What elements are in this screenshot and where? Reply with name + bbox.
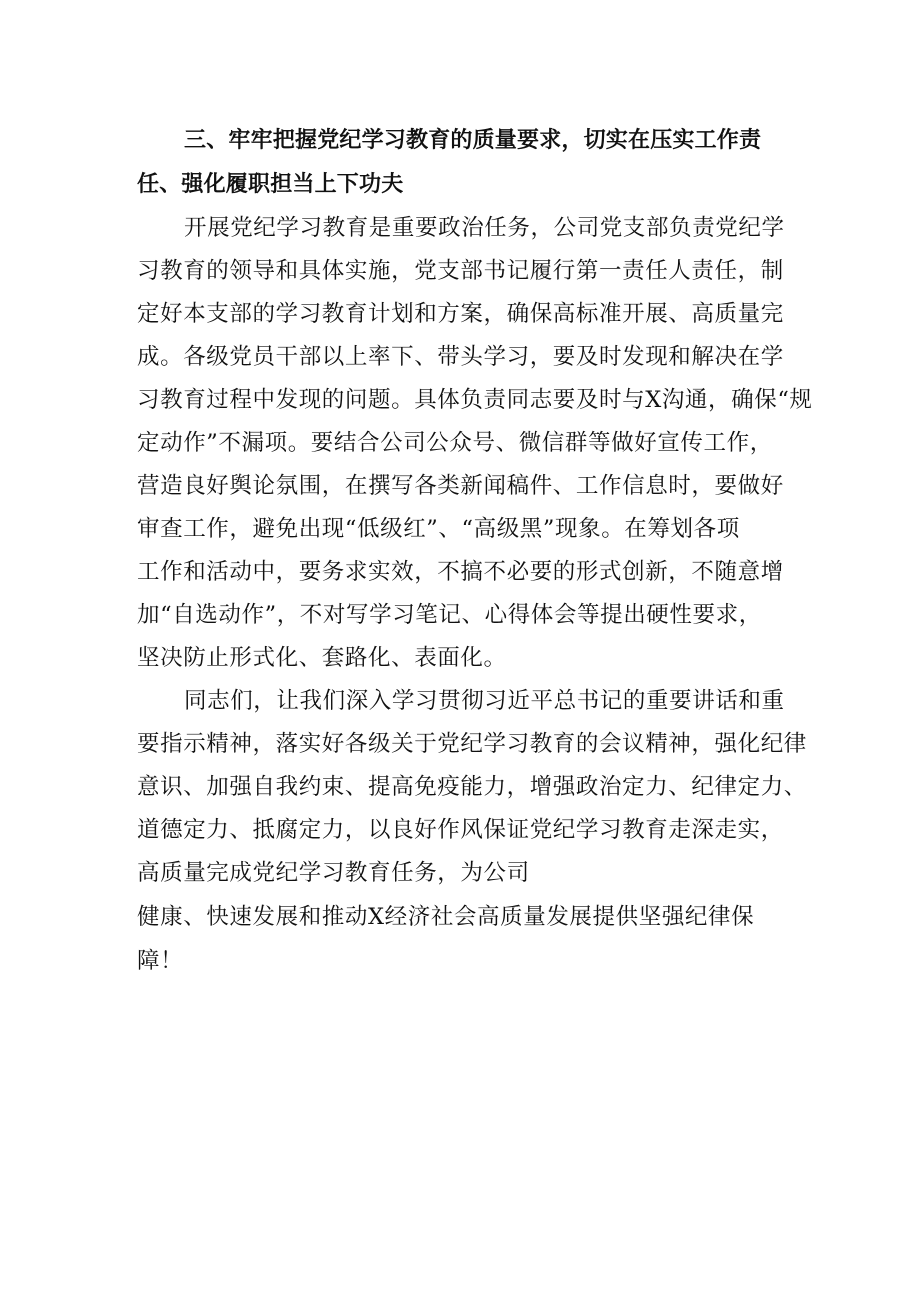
paragraph2-line-7: 障！	[137, 948, 184, 974]
paragraph2-line-2: 要指示精神，落实好各级关于党纪学习教育的会议精神，强化纪律	[137, 731, 807, 757]
paragraph1-line-1: 开展党纪学习教育是重要政治任务，公司党支部负责党纪学	[184, 215, 785, 241]
paragraph1-line-9: 工作和活动中，要务求实效，不搞不必要的形式创新，不随意增	[137, 559, 784, 585]
section-heading-line-1: 三、牢牢把握党纪学习教育的质量要求，切实在压实工作责	[184, 128, 762, 153]
paragraph1-line-6: 定动作”不漏项。要结合公司公众号、微信群等做好宣传工作，	[137, 430, 773, 456]
paragraph1-line-2: 习教育的领导和具体实施，党支部书记履行第一责任人责任，制	[137, 258, 784, 284]
paragraph1-line-8: 审查工作，避免出现“低级红”、“高级黑”现象。在筹划各项	[137, 516, 740, 542]
paragraph1-line-3: 定好本支部的学习教育计划和方案，确保高标准开展、高质量完	[137, 301, 784, 327]
section-heading-line-2: 任、强化履职担当上下功夫	[137, 172, 404, 197]
paragraph2-line-1: 同志们，让我们深入学习贯彻习近平总书记的重要讲话和重	[184, 688, 785, 714]
paragraph2-line-6: 健康、快速发展和推动X经济社会高质量发展提供坚强纪律保	[137, 904, 755, 930]
paragraph2-line-3: 意识、加强自我约束、提高免疫能力，增强政治定力、纪律定力、	[137, 774, 807, 800]
paragraph1-line-7: 营造良好舆论氛围，在撰写各类新闻稿件、工作信息时，要做好	[137, 473, 784, 499]
paragraph1-line-5: 习教育过程中发现的问题。具体负责同志要及时与X沟通，确保“规	[137, 387, 813, 413]
paragraph1-line-4: 成。各级党员干部以上率下、带头学习，要及时发现和解决在学	[137, 344, 784, 370]
paragraph1-line-10: 加“自选动作”，不对写学习笔记、心得体会等提出硬性要求，	[137, 602, 762, 628]
paragraph2-line-4: 道德定力、抵腐定力，以良好作风保证党纪学习教育走深走实，	[137, 817, 784, 843]
paragraph1-line-11: 坚决防止形式化、套路化、表面化。	[137, 645, 507, 671]
paragraph2-line-5: 高质量完成党纪学习教育任务，为公司	[137, 860, 530, 886]
